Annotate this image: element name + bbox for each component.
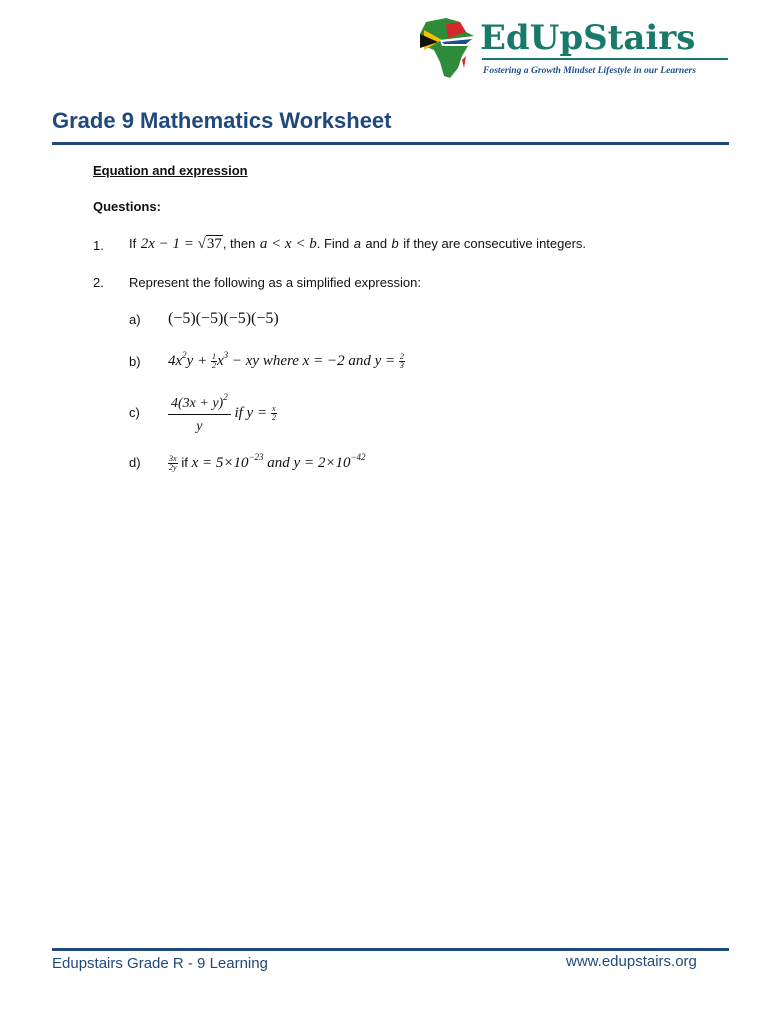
q1-equation-lhs: 2x − 1 =	[140, 236, 194, 252]
q2b-fraction-half: $\frac{1}{2}$	[211, 352, 216, 371]
q2b-fraction-two-thirds: $\frac{2}{3}$	[399, 352, 404, 371]
q2c-condition: if y =	[234, 404, 268, 421]
page-title: Grade 9 Mathematics Worksheet	[52, 108, 392, 133]
questions-label: Questions:	[93, 199, 161, 214]
q1-find: . Find	[316, 236, 350, 251]
footer-rule	[52, 948, 729, 951]
q2d-y-value: y = 2×10	[293, 455, 351, 471]
question-2-number: 2.	[93, 275, 104, 290]
q2b-exp-3: 3	[223, 350, 229, 360]
q2d-fraction: $\frac{3x}{2y}$	[169, 454, 177, 473]
q1-var-b: b	[391, 236, 399, 251]
q2b-term-4: − xy where x = −2 and y =	[231, 353, 396, 369]
title-rule	[52, 142, 729, 145]
q1-equation: 2x − 1 = √37	[140, 236, 222, 252]
q1-then: , then	[222, 236, 256, 251]
footer-website-link[interactable]: www.edupstairs.org	[566, 953, 697, 970]
q2a-label: a)	[129, 312, 141, 327]
q2c-expression	[168, 393, 277, 434]
question-2-text: Represent the following as a simplified expression:	[129, 275, 421, 290]
q1-rest: if they are consecutive integers.	[403, 236, 587, 251]
q2b-term-1: 4x	[168, 353, 183, 369]
section-heading: Equation and expression	[93, 163, 248, 178]
q2b-term-2: y +	[186, 353, 208, 369]
q1-and: and	[365, 236, 388, 251]
q2d-expression	[168, 452, 366, 472]
footer-title: Edupstairs Grade R - 9 Learning	[52, 955, 268, 972]
q2b-term-3: x	[216, 353, 224, 369]
brand-tagline: Fostering a Growth Mindset Lifestyle in our Learners	[483, 65, 696, 76]
q2b-exp-1: 2	[182, 350, 187, 360]
africa-map-flag-icon	[416, 16, 480, 80]
q2d-if: if	[181, 455, 188, 470]
question-1	[129, 235, 586, 253]
q2b-label: b)	[129, 354, 141, 369]
brand-wordmark: EdUpStairs	[480, 18, 696, 58]
q2c-label: c)	[129, 405, 140, 420]
q1-var-a: a	[353, 236, 361, 251]
brand-logo	[416, 16, 732, 80]
q2d-y-exponent: −42	[350, 452, 366, 462]
question-1-number: 1.	[93, 238, 104, 253]
q2b-expression	[168, 350, 405, 370]
q1-radicand: 37	[206, 236, 222, 252]
q2c-fraction: $\frac{4(3x + y)^2}{y}$	[168, 393, 231, 434]
q2d-x-value: x = 5×10	[191, 455, 249, 471]
q2a-expression: (−5)(−5)(−5)(−5)	[168, 310, 279, 327]
q2c-fraction-x-half: $\frac{x}{2}$	[271, 404, 276, 422]
q2d-and: and	[267, 455, 290, 471]
logo-divider	[482, 58, 728, 60]
q1-if: If	[129, 236, 137, 251]
q1-inequality: a < x < b	[259, 236, 317, 252]
q2d-label: d)	[129, 455, 141, 470]
q2d-x-exponent: −23	[248, 452, 264, 462]
